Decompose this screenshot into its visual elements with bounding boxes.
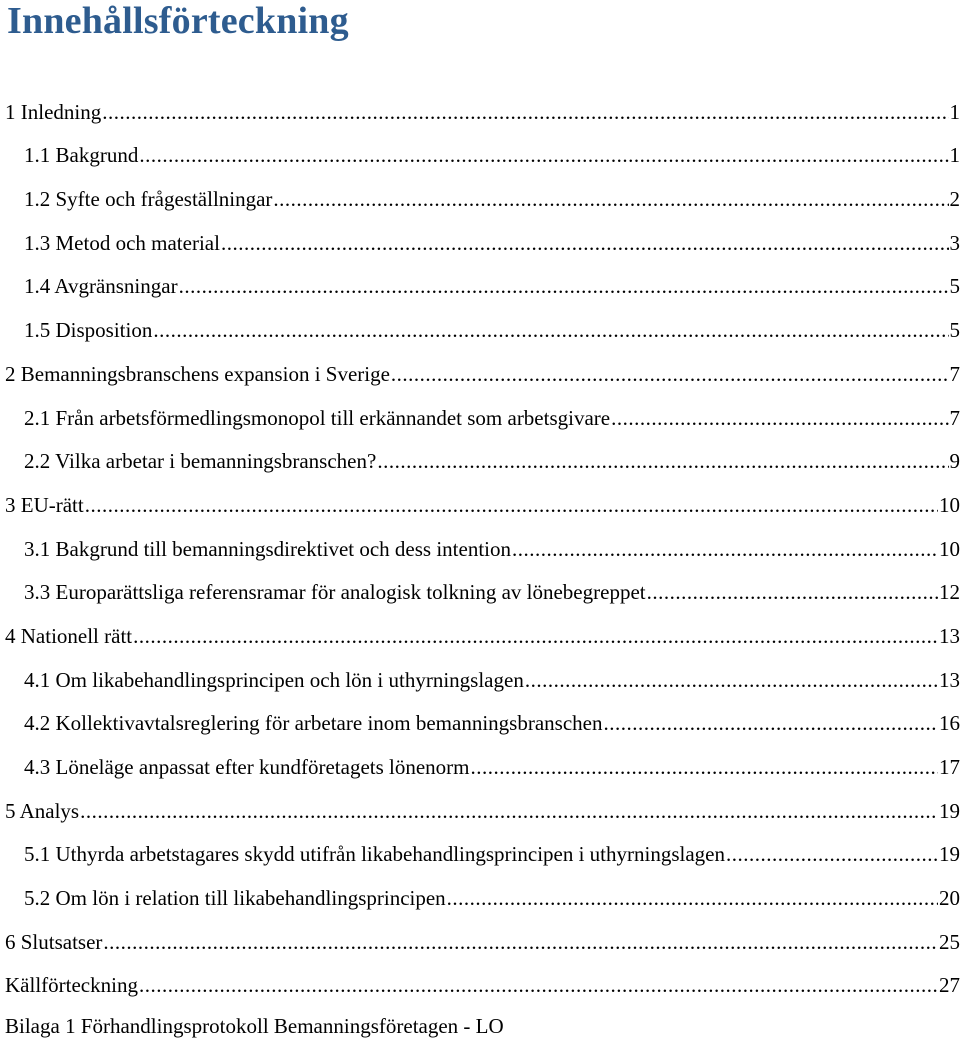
- toc-entry-text: 5.1 Uthyrda arbetstagares skydd utifrån likabehandlingsprincipen i uthyrningslagen: [24, 842, 725, 867]
- dot-leader: [139, 972, 938, 1005]
- dot-leader: [471, 754, 938, 787]
- toc-entry-text: 4 Nationell rätt: [5, 623, 133, 648]
- toc-entry-text: 4.3 Löneläge anpassat efter kundföretagets lönenorm: [24, 755, 470, 779]
- toc-entry-text: 1.3 Metod och material: [24, 230, 220, 255]
- dot-leader: [525, 667, 938, 700]
- appendix-entry: Bilaga 1 Förhandlingsprotokoll Bemanningsföretagen - LO: [5, 1014, 504, 1038]
- toc-entry[interactable]: [0, 612, 960, 656]
- toc-entry[interactable]: [0, 874, 960, 918]
- toc-entry[interactable]: [0, 831, 960, 875]
- toc-entry[interactable]: [0, 219, 960, 263]
- dot-leader: [85, 492, 938, 525]
- toc-entry-text: 2 Bemanningsbranschens expansion i Sverige: [5, 361, 390, 386]
- toc-entry-text: 3.1 Bakgrund till bemanningsdirektivet och dess intention: [24, 536, 512, 561]
- dot-leader: [647, 579, 938, 612]
- dot-leader: [153, 317, 948, 350]
- dot-leader: [80, 798, 938, 831]
- toc-page-number: 7: [949, 361, 960, 386]
- toc-entry-text: 5 Analys: [5, 798, 80, 823]
- dot-leader: [102, 99, 948, 132]
- toc-entry-text: 3.3 Europarättsliga referensramar för analogisk tolkning av lönebegreppet: [24, 580, 646, 605]
- page-title: Innehållsförteckning: [7, 0, 349, 42]
- toc-entry-text: Källförteckning: [5, 973, 138, 998]
- dot-leader: [512, 536, 938, 569]
- dot-leader: [377, 448, 948, 481]
- dot-leader: [726, 841, 938, 874]
- toc-entry-text: 4.2 Kollektivavtalsreglering för arbetare inom bemanningsbranschen: [24, 711, 603, 736]
- toc-entry[interactable]: [0, 263, 960, 307]
- toc-entry[interactable]: [0, 175, 960, 219]
- toc-page-number: 10: [939, 536, 960, 561]
- dot-leader: [179, 273, 949, 306]
- toc-entry-text: 1 Inledning: [5, 99, 102, 124]
- toc-entry[interactable]: [0, 569, 960, 613]
- toc-entry-text: 2.1 Från arbetsförmedlingsmonopol till erkännandet som arbetsgivare: [24, 405, 611, 430]
- toc-page-number: 5: [949, 274, 960, 299]
- toc-page-number: 13: [939, 667, 960, 692]
- toc-entry-text: 3 EU-rätt: [5, 492, 84, 517]
- toc-entry[interactable]: [0, 918, 960, 962]
- dot-leader: [103, 929, 938, 962]
- dot-leader: [139, 142, 948, 175]
- toc-page-number: 27: [939, 973, 960, 998]
- toc-entry-text: 1.1 Bakgrund: [24, 143, 139, 168]
- toc-entry[interactable]: [0, 132, 960, 176]
- toc-entry[interactable]: [0, 88, 960, 132]
- toc-entry[interactable]: [0, 700, 960, 744]
- toc-page-number: 25: [939, 929, 960, 954]
- toc-page-number: 13: [939, 623, 960, 648]
- toc-entry[interactable]: [0, 787, 960, 831]
- dot-leader: [603, 710, 938, 743]
- toc-page-number: 1: [949, 143, 960, 168]
- toc-entry[interactable]: [0, 962, 960, 1006]
- toc-page-number: 19: [939, 798, 960, 823]
- dot-leader: [133, 623, 938, 656]
- toc-page-number: 7: [949, 405, 960, 430]
- toc-page-number: 2: [949, 187, 960, 212]
- toc-entry[interactable]: [0, 743, 960, 787]
- dot-leader: [273, 186, 948, 219]
- toc-entry-text: 4.1 Om likabehandlingsprincipen och lön i uthyrningslagen: [24, 667, 524, 692]
- toc-page-number: 19: [939, 842, 960, 867]
- toc-entry[interactable]: [0, 525, 960, 569]
- toc-entry[interactable]: [0, 394, 960, 438]
- toc-entry-text: 1.5 Disposition: [24, 318, 153, 343]
- toc-page-number: 16: [939, 711, 960, 736]
- toc-entry-text: 6 Slutsatser: [5, 929, 103, 954]
- dot-leader: [221, 230, 949, 263]
- toc-page-number: 12: [939, 580, 960, 605]
- toc-page-number: 9: [949, 449, 960, 474]
- dot-leader: [447, 885, 938, 918]
- toc-page-number: 17: [939, 755, 960, 779]
- toc-page-number: 20: [939, 886, 960, 911]
- toc-page-number: 10: [939, 492, 960, 517]
- toc-entry[interactable]: [0, 656, 960, 700]
- toc-page-number: 3: [949, 230, 960, 255]
- toc-entry[interactable]: [0, 481, 960, 525]
- dot-leader: [391, 361, 949, 394]
- toc-entry-text: 1.2 Syfte och frågeställningar: [24, 187, 273, 212]
- toc-list: [0, 88, 960, 1005]
- toc-entry[interactable]: [0, 438, 960, 482]
- toc-entry[interactable]: [0, 350, 960, 394]
- dot-leader: [611, 405, 948, 438]
- toc-entry[interactable]: [0, 306, 960, 350]
- toc-page-number: 5: [949, 318, 960, 343]
- toc-page-number: 1: [949, 99, 960, 124]
- toc-entry-text: 1.4 Avgränsningar: [24, 274, 178, 299]
- toc-entry-text: 2.2 Vilka arbetar i bemanningsbranschen?: [24, 449, 377, 474]
- toc-entry-text: 5.2 Om lön i relation till likabehandlingsprincipen: [24, 886, 446, 911]
